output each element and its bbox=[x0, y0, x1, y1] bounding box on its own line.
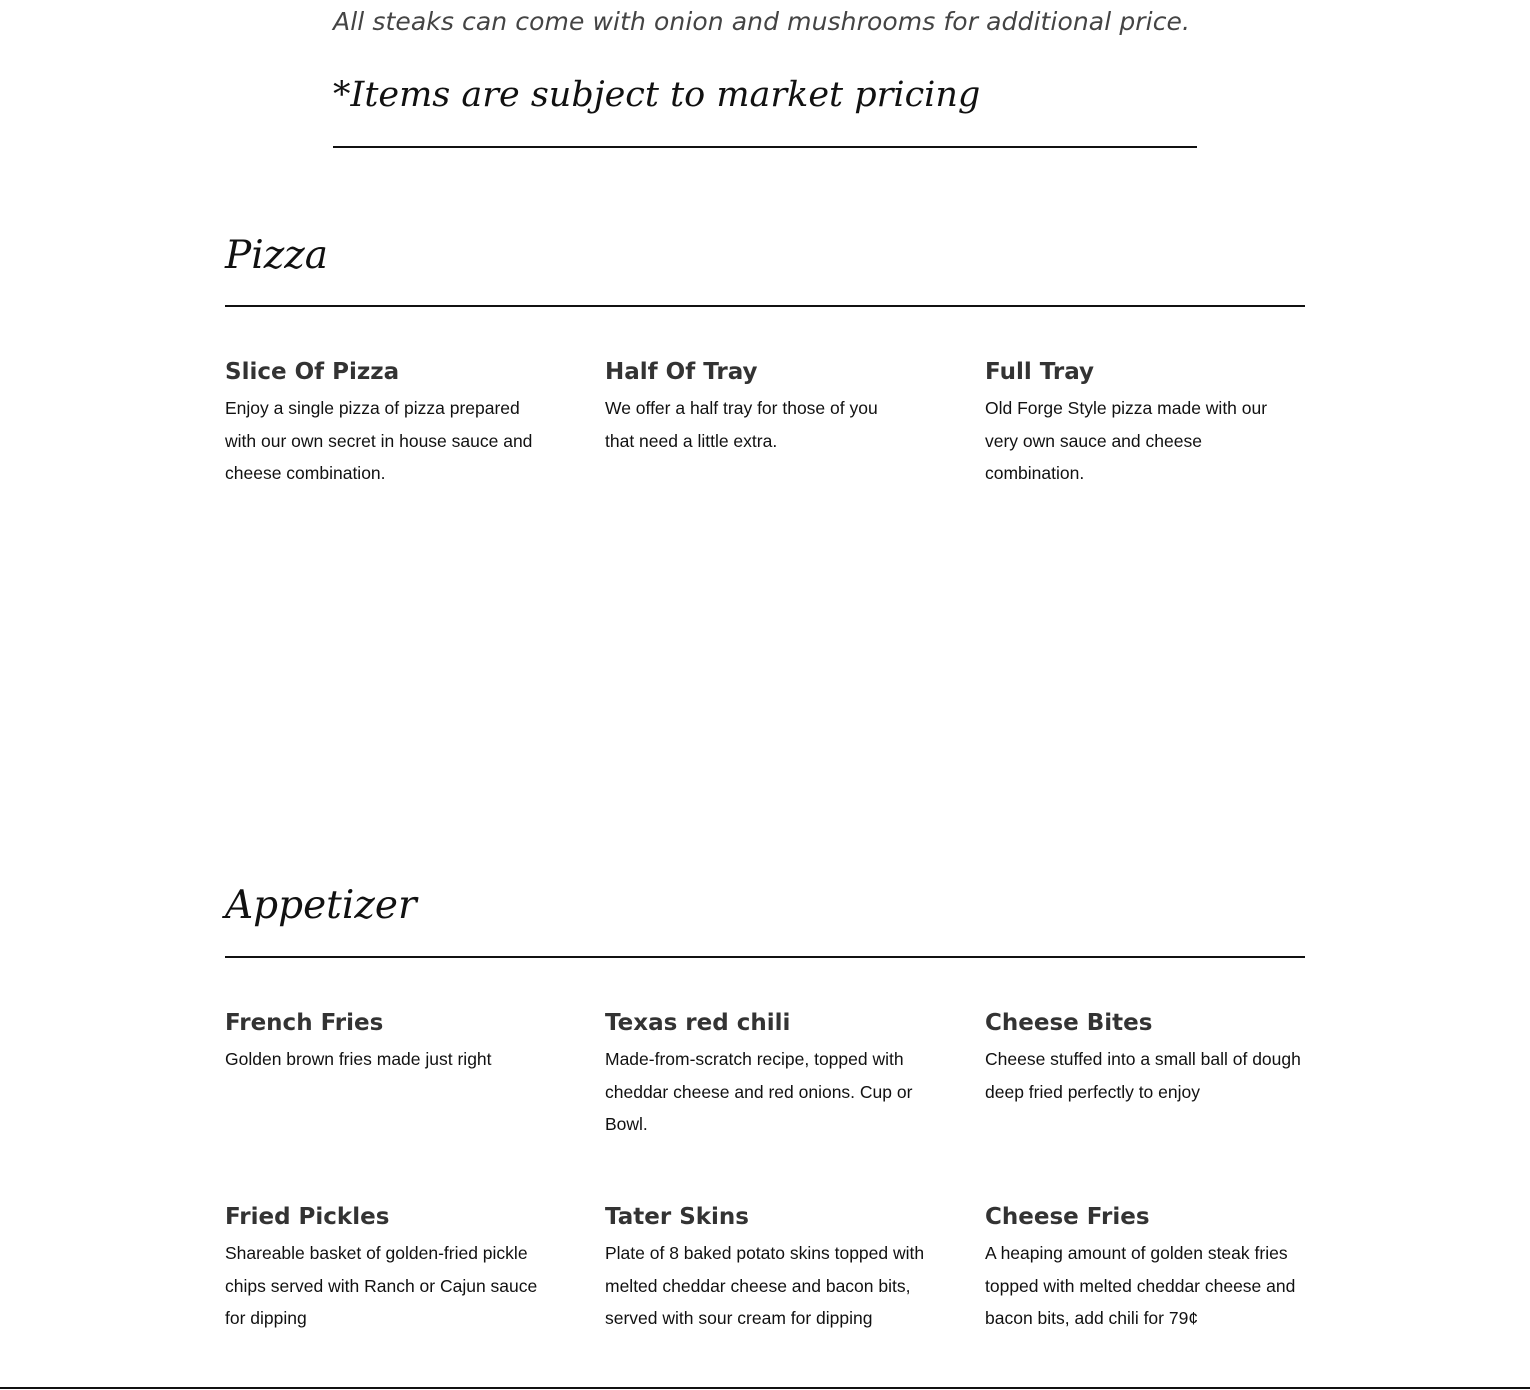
menu-item-texas-red-chili bbox=[605, 1007, 935, 1141]
menu-item-fried-pickles bbox=[225, 1201, 555, 1335]
menu-item-description: Golden brown fries made just right bbox=[225, 1049, 492, 1069]
pizza-section-divider bbox=[225, 305, 1305, 307]
appetizer-section-title: Appetizer bbox=[225, 883, 417, 928]
menu-item-cheese-bites bbox=[985, 1007, 1315, 1108]
menu-item-name: Full Tray bbox=[985, 359, 1095, 385]
menu-item-name: Cheese Fries bbox=[985, 1204, 1150, 1230]
menu-item-slice-of-pizza bbox=[225, 356, 555, 490]
menu-item-french-fries bbox=[225, 1007, 555, 1076]
menu-item-name: Cheese Bites bbox=[985, 1010, 1153, 1036]
menu-item-full-tray bbox=[985, 356, 1315, 490]
menu-item-description: Cheese stuffed into a small ball of dough deep fried perfectly to enjoy bbox=[985, 1049, 1301, 1102]
market-pricing-note: *Items are subject to market pricing bbox=[333, 75, 981, 115]
menu-item-description: We offer a half tray for those of you that need a little extra. bbox=[605, 398, 878, 451]
menu-item-name: Half Of Tray bbox=[605, 359, 758, 385]
appetizer-section-divider bbox=[225, 956, 1305, 958]
footer-divider bbox=[0, 1387, 1530, 1389]
steak-options-note: All steaks can come with onion and mushrooms for additional price. bbox=[333, 7, 1191, 36]
steak-section-divider bbox=[333, 146, 1197, 148]
menu-item-description: A heaping amount of golden steak fries topped with melted cheddar cheese and bacon bits, add chili for 79¢ bbox=[985, 1243, 1296, 1328]
menu-item-name: Tater Skins bbox=[605, 1204, 749, 1230]
pizza-section-title: Pizza bbox=[225, 233, 329, 278]
menu-item-name: Slice Of Pizza bbox=[225, 359, 400, 385]
menu-item-description: Old Forge Style pizza made with our very own sauce and cheese combination. bbox=[985, 398, 1268, 483]
menu-item-description: Enjoy a single pizza of pizza prepared with our own secret in house sauce and cheese combination. bbox=[225, 398, 533, 483]
menu-item-description: Plate of 8 baked potato skins topped with melted cheddar cheese and bacon bits, served with sour cream for dipping bbox=[605, 1243, 925, 1328]
menu-item-name: Fried Pickles bbox=[225, 1204, 390, 1230]
menu-item-tater-skins bbox=[605, 1201, 935, 1335]
menu-item-cheese-fries bbox=[985, 1201, 1315, 1335]
menu-item-description: Made-from-scratch recipe, topped with cheddar cheese and red onions. Cup or Bowl. bbox=[605, 1049, 913, 1134]
menu-item-half-of-tray bbox=[605, 356, 935, 457]
menu-item-description: Shareable basket of golden-fried pickle chips served with Ranch or Cajun sauce for dipping bbox=[225, 1243, 538, 1328]
menu-item-name: Texas red chili bbox=[605, 1010, 791, 1036]
menu-item-name: French Fries bbox=[225, 1010, 384, 1036]
